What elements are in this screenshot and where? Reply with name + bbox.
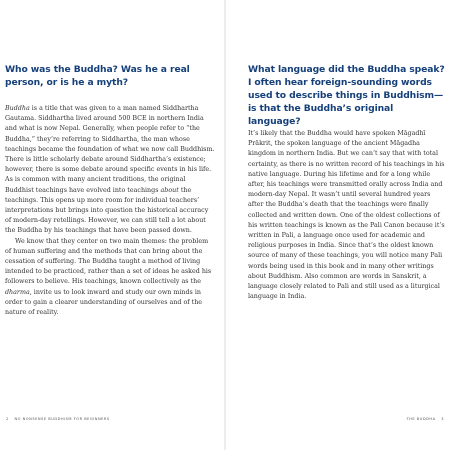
right-page-heading: What language did the Buddha speak? I often hear foreign-sounding words used to describe things in Buddhism—is that the Buddha’s original language?	[248, 64, 445, 127]
left-paragraph-2: We know that they center on two main themes: the problem of human suffering and the methods that can bring about the cessation of suffering. The Buddha taught a method of living intended to be practiced, rather than a set of ideas he asked his followers to believe. His teachings, known collectively as the dharma, invite us to look inward and study our own minds in order to gain a clearer understanding of ourselves and of the nature of reality.	[5, 237, 212, 317]
left-running-footer: NO NONSENSE BUDDHISM FOR BEGINNERS	[14, 417, 110, 421]
right-page-number: 3	[441, 417, 444, 421]
left-page-body	[5, 104, 215, 318]
right-page-footer	[406, 417, 448, 421]
right-page	[225, 0, 450, 450]
left-page-number: 2	[6, 417, 9, 421]
left-page-footer	[2, 417, 110, 421]
right-page-body	[248, 129, 446, 302]
left-page-heading: Who was the Buddha? Was he a real person, or is he a myth?	[5, 64, 190, 88]
left-paragraph-1: Buddha is a title that was given to a man named Siddhartha Gautama. Siddhartha lived around 500 BCE in northern India and what is now Nepal. Generally, when people refer to “the Buddha,” they’re referring to Siddhartha, the man whose teachings became the foundation of what we now call Buddhism. There is little scholarly debate around Siddhartha’s existence; however, there is some debate around specific events in his life. As is common with many ancient traditions, the original Buddhist teachings have evolved into teachings about the teachings. This opens up more room for individual teachers’ interpretations but brings into question the historical accuracy of modern-day retellings. However, we can still tell a lot about the Buddha by his teachings that have been passed down.	[5, 105, 215, 235]
right-running-footer: THE BUDDHA	[406, 417, 436, 421]
right-paragraph-1: It’s likely that the Buddha would have spoken Māgadhī Prākrit, the spoken language of the ancient Māgadha kingdom in northern India. But we can’t say that with total certainty, as there is no written record of his teachings in his native language. During his lifetime and for a long while after, his teachings were transmitted orally across India and modern-day Nepal. It wasn’t until several hundred years after the Buddha’s death that the teachings were finally collected and written down. One of the oldest collections of his written teachings is known as the Pali Canon because it’s written in Pali, a language once used for academic and religious purposes in India. Since that’s the oldest known source of many of these teachings, you will notice many Pali words being used in this book and in many other writings about Buddhism. Also common are words in Sanskrit, a language closely related to Pali and still used as a liturgical language in India.	[248, 130, 445, 301]
